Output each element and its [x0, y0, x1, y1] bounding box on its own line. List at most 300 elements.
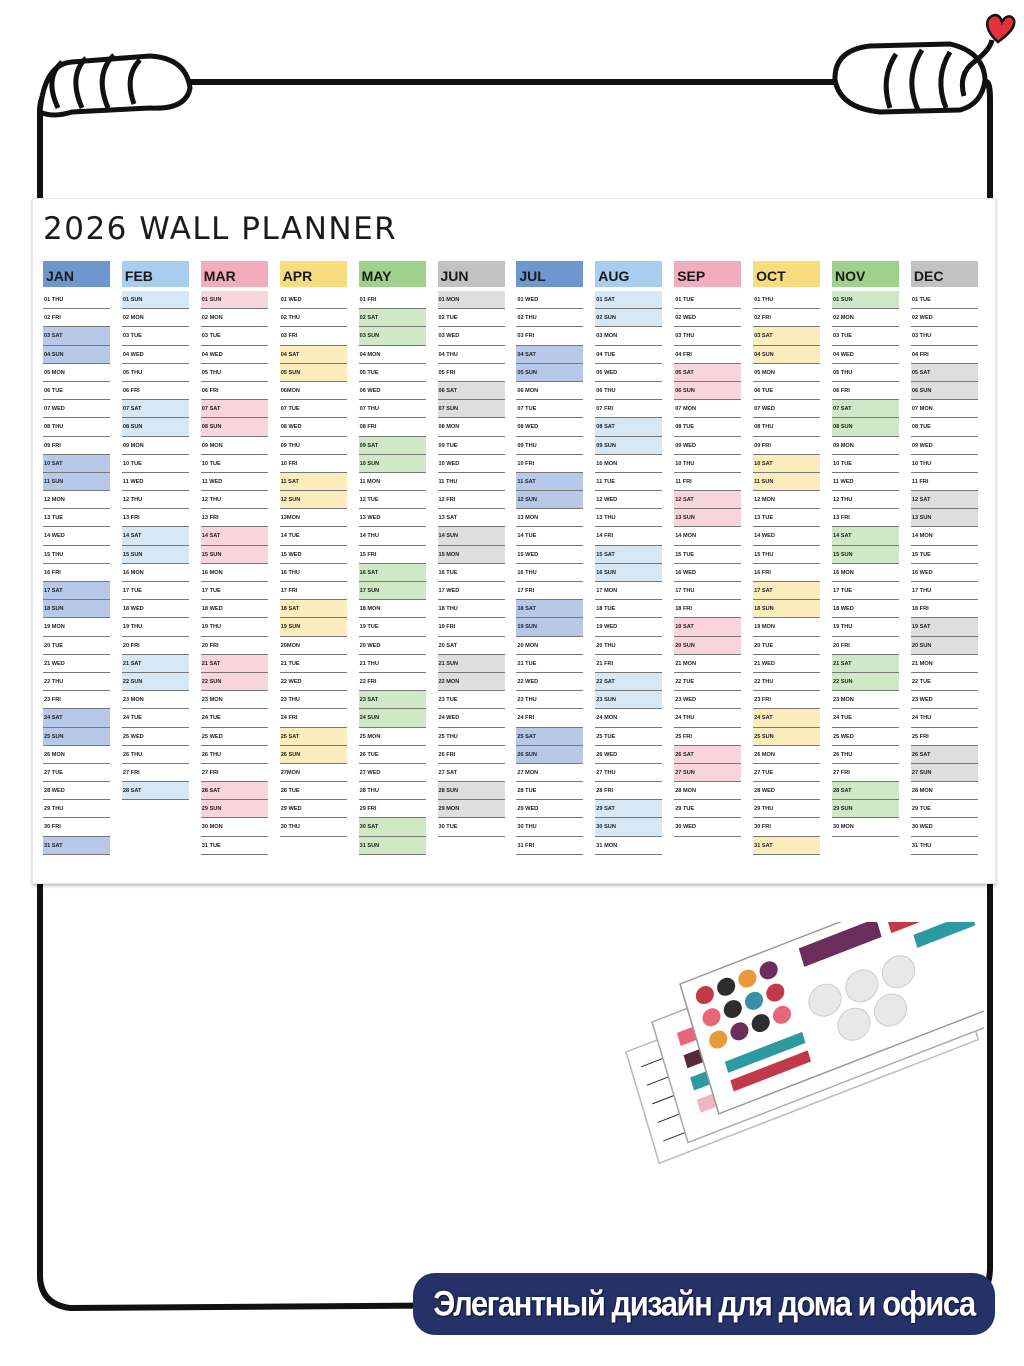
day-cell: 25 MON [359, 728, 426, 746]
day-cell: 05 FRI [438, 364, 505, 382]
day-cell: 23 MON [201, 691, 268, 709]
day-cell: 06MON [280, 382, 347, 400]
day-cell: 27 SUN [911, 764, 978, 782]
month-column-jan [43, 261, 110, 855]
month-column-jul [516, 261, 583, 855]
month-header: NOV [832, 261, 899, 287]
day-cell: 07 TUE [516, 400, 583, 418]
day-cell: 26 TUE [359, 746, 426, 764]
day-cell: 07 WED [753, 400, 820, 418]
day-cell: 22 SUN [832, 673, 899, 691]
month-header: MAY [359, 261, 426, 287]
day-cell: 26 MON [43, 746, 110, 764]
day-cell: 14 THU [359, 527, 426, 545]
day-cell: 11 FRI [911, 473, 978, 491]
day-cell: 25 THU [438, 728, 505, 746]
day-cell: 31 SAT [43, 837, 110, 855]
day-cell: 19 SAT [674, 618, 741, 636]
day-cell: 29 THU [43, 800, 110, 818]
day-cell: 08 SUN [832, 418, 899, 436]
day-cell: 02 FRI [753, 309, 820, 327]
day-cell: 29 THU [753, 800, 820, 818]
day-cell: 16 MON [122, 564, 189, 582]
day-cell: 23 SUN [595, 691, 662, 709]
month-header: APR [280, 261, 347, 287]
day-cell: 01 MON [438, 291, 505, 309]
day-cell: 22 TUE [674, 673, 741, 691]
day-cell: 28 SUN [438, 782, 505, 800]
day-cell: 29 FRI [359, 800, 426, 818]
day-cell: 11 SAT [280, 473, 347, 491]
day-cell: 13 SUN [674, 509, 741, 527]
day-cell: 09 WED [911, 437, 978, 455]
day-cell: 22 SUN [201, 673, 268, 691]
day-cell: 19 SAT [911, 618, 978, 636]
day-cell: 11 WED [122, 473, 189, 491]
day-cell: 11 FRI [674, 473, 741, 491]
day-cell: 21 SAT [201, 655, 268, 673]
day-cell: 02 SAT [359, 309, 426, 327]
day-cell: 31 THU [911, 837, 978, 855]
day-cell: 04 SAT [280, 346, 347, 364]
day-cell: 09 SAT [359, 437, 426, 455]
day-cell: 13 FRI [122, 509, 189, 527]
day-cell: 29 SUN [832, 800, 899, 818]
day-cell: 14 SAT [201, 527, 268, 545]
month-header: AUG [595, 261, 662, 287]
day-cell: 13 THU [595, 509, 662, 527]
day-cell: 29 TUE [674, 800, 741, 818]
day-cell: 02 TUE [438, 309, 505, 327]
day-cell: 24 THU [911, 709, 978, 727]
day-cell: 08 TUE [674, 418, 741, 436]
day-cell: 17 SUN [359, 582, 426, 600]
month-column-dec [911, 261, 978, 855]
day-cell: 14 WED [43, 527, 110, 545]
month-header: MAR [201, 261, 268, 287]
day-cell: 21 SAT [832, 655, 899, 673]
day-cell: 25 TUE [595, 728, 662, 746]
day-cell: 25 WED [832, 728, 899, 746]
day-cell: 19 SUN [516, 618, 583, 636]
day-cell: 12 WED [595, 491, 662, 509]
day-cell: 24 SAT [753, 709, 820, 727]
day-cell: 28 SAT [201, 782, 268, 800]
day-cell: 15 TUE [674, 546, 741, 564]
day-cell: 27 THU [595, 764, 662, 782]
month-column-aug [595, 261, 662, 855]
day-cell: 21 SAT [122, 655, 189, 673]
day-cell: 15 THU [43, 546, 110, 564]
day-cell: 06 SUN [674, 382, 741, 400]
day-cell: 16 FRI [43, 564, 110, 582]
day-cell: 20 WED [359, 637, 426, 655]
day-cell: 29 TUE [911, 800, 978, 818]
day-cell: 14 SAT [122, 527, 189, 545]
day-cell: 07 SAT [832, 400, 899, 418]
day-cell: 07 TUE [280, 400, 347, 418]
day-cell: 20 THU [595, 637, 662, 655]
day-cell: 25 SAT [516, 728, 583, 746]
day-cell: 22 SUN [122, 673, 189, 691]
day-cell: 07 SUN [438, 400, 505, 418]
day-cell: 31 MON [595, 837, 662, 855]
day-cell: 27 SAT [438, 764, 505, 782]
day-cell: 02 WED [674, 309, 741, 327]
day-cell: 20 FRI [201, 637, 268, 655]
day-cell: 11 SUN [43, 473, 110, 491]
day-cell: 18 FRI [911, 600, 978, 618]
day-cell: 02 FRI [43, 309, 110, 327]
day-cell: 12 SAT [674, 491, 741, 509]
day-cell: 04 WED [201, 346, 268, 364]
day-cell: 30 TUE [438, 818, 505, 836]
day-cell: 05 SAT [674, 364, 741, 382]
day-cell: 26 SUN [280, 746, 347, 764]
day-cell: 12 SUN [516, 491, 583, 509]
day-cell: 07 THU [359, 400, 426, 418]
day-cell: 30 THU [280, 818, 347, 836]
day-cell: 26 THU [201, 746, 268, 764]
day-cell: 23 THU [516, 691, 583, 709]
day-cell: 05 MON [753, 364, 820, 382]
day-cell: 27 MON [516, 764, 583, 782]
day-cell: 12 MON [43, 491, 110, 509]
day-cell: 13 TUE [43, 509, 110, 527]
day-cell: 18 MON [359, 600, 426, 618]
day-cell: 23 TUE [438, 691, 505, 709]
day-cell: 08 SAT [595, 418, 662, 436]
day-cell: 28 SAT [832, 782, 899, 800]
day-cell: 30 MON [201, 818, 268, 836]
day-cell: 28 FRI [595, 782, 662, 800]
day-cell: 20 SUN [911, 637, 978, 655]
day-cell: 10 THU [911, 455, 978, 473]
day-cell: 17 WED [438, 582, 505, 600]
day-cell: 14 MON [911, 527, 978, 545]
day-cell: 10 TUE [201, 455, 268, 473]
day-cell: 03 THU [911, 327, 978, 345]
day-cell: 21 THU [359, 655, 426, 673]
day-cell: 06 FRI [122, 382, 189, 400]
day-cell: 24 TUE [201, 709, 268, 727]
day-cell: 16 SAT [359, 564, 426, 582]
day-cell: 22 SAT [595, 673, 662, 691]
day-cell: 04 SUN [753, 346, 820, 364]
day-cell: 13 FRI [832, 509, 899, 527]
month-header: JUL [516, 261, 583, 287]
day-cell: 03 TUE [201, 327, 268, 345]
day-cell: 27 FRI [201, 764, 268, 782]
day-cell: 23 WED [911, 691, 978, 709]
day-cell: 28 MON [911, 782, 978, 800]
month-column-jun [438, 261, 505, 837]
day-cell: 27 FRI [122, 764, 189, 782]
day-cell: 06 SAT [438, 382, 505, 400]
day-cell: 17 MON [595, 582, 662, 600]
day-cell: 16 THU [280, 564, 347, 582]
day-cell: 24 WED [438, 709, 505, 727]
day-cell: 05 WED [595, 364, 662, 382]
month-header: JAN [43, 261, 110, 287]
day-cell: 01 WED [516, 291, 583, 309]
day-cell: 09 TUE [438, 437, 505, 455]
day-cell: 14 TUE [280, 527, 347, 545]
day-cell: 24 MON [595, 709, 662, 727]
day-cell: 29 SUN [201, 800, 268, 818]
day-cell: 17 TUE [201, 582, 268, 600]
day-cell: 18 WED [201, 600, 268, 618]
day-cell: 15 FRI [359, 546, 426, 564]
day-cell: 01 FRI [359, 291, 426, 309]
day-cell: 26 SUN [516, 746, 583, 764]
day-cell: 10 WED [438, 455, 505, 473]
day-cell: 25 WED [201, 728, 268, 746]
day-cell: 20MON [280, 637, 347, 655]
day-cell: 20 MON [516, 637, 583, 655]
heart-icon [987, 15, 1014, 42]
sticker-sheets-image [622, 922, 984, 1167]
day-cell: 31 SUN [359, 837, 426, 855]
day-cell: 03 TUE [122, 327, 189, 345]
day-cell: 05 SAT [911, 364, 978, 382]
day-cell: 08 SUN [201, 418, 268, 436]
day-cell: 22 FRI [359, 673, 426, 691]
day-cell: 02 MON [201, 309, 268, 327]
day-cell: 03 SAT [43, 327, 110, 345]
day-cell: 22 THU [43, 673, 110, 691]
day-cell: 10 MON [595, 455, 662, 473]
day-cell: 15 WED [280, 546, 347, 564]
day-cell: 23 FRI [43, 691, 110, 709]
day-cell: 11 TUE [595, 473, 662, 491]
day-cell: 07 SAT [122, 400, 189, 418]
day-cell: 24 FRI [280, 709, 347, 727]
day-cell: 07 MON [674, 400, 741, 418]
day-cell: 30 WED [674, 818, 741, 836]
day-cell: 12 TUE [359, 491, 426, 509]
day-cell: 06 THU [595, 382, 662, 400]
day-cell: 14 FRI [595, 527, 662, 545]
day-cell: 07 FRI [595, 400, 662, 418]
day-cell: 08 WED [280, 418, 347, 436]
day-cell: 31 FRI [516, 837, 583, 855]
day-cell: 08 TUE [911, 418, 978, 436]
day-cell: 18 TUE [595, 600, 662, 618]
day-cell: 04 THU [438, 346, 505, 364]
day-cell: 26 MON [753, 746, 820, 764]
day-cell: 27 WED [359, 764, 426, 782]
day-cell: 30 SUN [595, 818, 662, 836]
day-cell: 13 SAT [438, 509, 505, 527]
day-cell: 01 TUE [911, 291, 978, 309]
day-cell: 19 THU [122, 618, 189, 636]
day-cell: 16 WED [674, 564, 741, 582]
day-cell: 30 MON [832, 818, 899, 836]
day-cell: 15 SAT [595, 546, 662, 564]
day-cell: 21 SUN [438, 655, 505, 673]
day-cell: 22 WED [516, 673, 583, 691]
day-cell: 14 SUN [438, 527, 505, 545]
day-cell: 10 THU [674, 455, 741, 473]
day-cell: 23 FRI [753, 691, 820, 709]
day-cell: 25 SUN [43, 728, 110, 746]
day-cell: 09 MON [122, 437, 189, 455]
wall-planner-poster [32, 198, 996, 884]
month-header: DEC [911, 261, 978, 287]
day-cell: 28 SAT [122, 782, 189, 800]
day-cell: 05 SUN [516, 364, 583, 382]
day-cell: 18 SUN [753, 600, 820, 618]
day-cell: 19 SUN [280, 618, 347, 636]
day-cell: 10 TUE [832, 455, 899, 473]
day-cell: 26 THU [832, 746, 899, 764]
day-cell: 05 THU [832, 364, 899, 382]
day-cell: 31 SAT [753, 837, 820, 855]
day-cell: 21 TUE [280, 655, 347, 673]
day-cell: 26 SAT [674, 746, 741, 764]
day-cell: 24 FRI [516, 709, 583, 727]
day-cell: 29 WED [280, 800, 347, 818]
day-cell: 03 WED [438, 327, 505, 345]
day-cell: 09 MON [201, 437, 268, 455]
day-cell: 22 WED [280, 673, 347, 691]
day-cell: 28 WED [753, 782, 820, 800]
day-cell: 02 MON [832, 309, 899, 327]
day-cell: 30 THU [516, 818, 583, 836]
day-cell: 01 TUE [674, 291, 741, 309]
day-cell: 20 SUN [674, 637, 741, 655]
day-cell: 04 FRI [674, 346, 741, 364]
day-cell: 11 SUN [753, 473, 820, 491]
day-cell: 12 THU [122, 491, 189, 509]
day-cell: 20 TUE [753, 637, 820, 655]
day-cell: 06 FRI [201, 382, 268, 400]
day-cell: 20 SAT [438, 637, 505, 655]
day-cell: 12 FRI [438, 491, 505, 509]
planner-title: 2026 WALL PLANNER [43, 211, 398, 247]
day-cell: 02 WED [911, 309, 978, 327]
day-cell: 17 FRI [280, 582, 347, 600]
day-cell: 10 FRI [280, 455, 347, 473]
day-cell: 06 SUN [911, 382, 978, 400]
day-cell: 20 FRI [122, 637, 189, 655]
day-cell: 14 TUE [516, 527, 583, 545]
day-cell: 04 SUN [43, 346, 110, 364]
day-cell: 19 THU [201, 618, 268, 636]
day-cell: 18 SUN [43, 600, 110, 618]
day-cell: 30 SAT [359, 818, 426, 836]
day-cell: 09 SUN [595, 437, 662, 455]
day-cell: 18 WED [122, 600, 189, 618]
day-cell: 16 MON [201, 564, 268, 582]
month-column-oct [753, 261, 820, 855]
day-cell: 10 TUE [122, 455, 189, 473]
day-cell: 04 WED [122, 346, 189, 364]
day-cell: 25 FRI [674, 728, 741, 746]
day-cell: 23 WED [674, 691, 741, 709]
day-cell: 14 MON [674, 527, 741, 545]
day-cell: 10 SAT [43, 455, 110, 473]
day-cell: 15 SUN [201, 546, 268, 564]
day-cell: 01 WED [280, 291, 347, 309]
day-cell: 18 SAT [280, 600, 347, 618]
day-cell: 05 SUN [280, 364, 347, 382]
day-cell: 03 THU [674, 327, 741, 345]
day-cell: 09 THU [280, 437, 347, 455]
day-cell: 17 SAT [753, 582, 820, 600]
day-cell: 17 THU [674, 582, 741, 600]
day-cell: 05 TUE [359, 364, 426, 382]
day-cell: 02 THU [280, 309, 347, 327]
day-cell: 05 MON [43, 364, 110, 382]
day-cell: 24 SUN [359, 709, 426, 727]
month-column-feb [122, 261, 189, 800]
day-cell: 18 THU [438, 600, 505, 618]
day-cell: 03 SUN [359, 327, 426, 345]
day-cell: 11 WED [201, 473, 268, 491]
day-cell: 27 TUE [43, 764, 110, 782]
day-cell: 15 SUN [122, 546, 189, 564]
day-cell: 08 WED [516, 418, 583, 436]
day-cell: 01 SUN [201, 291, 268, 309]
day-cell: 24 SAT [43, 709, 110, 727]
day-cell: 11 WED [832, 473, 899, 491]
day-cell: 29 SAT [595, 800, 662, 818]
day-cell: 04 SAT [516, 346, 583, 364]
day-cell: 23 SAT [359, 691, 426, 709]
day-cell: 01 SAT [595, 291, 662, 309]
day-cell: 19 MON [753, 618, 820, 636]
day-cell: 13 FRI [201, 509, 268, 527]
day-cell: 06 TUE [43, 382, 110, 400]
day-cell: 19 WED [595, 618, 662, 636]
day-cell: 12 THU [832, 491, 899, 509]
day-cell: 25 SAT [280, 728, 347, 746]
day-cell: 15 WED [516, 546, 583, 564]
day-cell: 21 MON [674, 655, 741, 673]
day-cell: 28 MON [674, 782, 741, 800]
month-header: OCT [753, 261, 820, 287]
day-cell: 01 THU [43, 291, 110, 309]
day-cell: 17 TUE [122, 582, 189, 600]
day-cell: 26 FRI [438, 746, 505, 764]
day-cell: 12 THU [201, 491, 268, 509]
day-cell: 24 TUE [122, 709, 189, 727]
day-cell: 06 WED [359, 382, 426, 400]
day-cell: 08 THU [43, 418, 110, 436]
day-cell: 04 WED [832, 346, 899, 364]
day-cell: 11 THU [438, 473, 505, 491]
day-cell: 10 SUN [359, 455, 426, 473]
day-cell: 18 SAT [516, 600, 583, 618]
day-cell: 16 FRI [753, 564, 820, 582]
day-cell: 03 SAT [753, 327, 820, 345]
day-cell: 21 WED [753, 655, 820, 673]
day-cell: 14 WED [753, 527, 820, 545]
day-cell: 03 FRI [516, 327, 583, 345]
day-cell: 22 TUE [911, 673, 978, 691]
day-cell: 13MON [280, 509, 347, 527]
day-cell: 23 MON [122, 691, 189, 709]
day-cell: 07 WED [43, 400, 110, 418]
day-cell: 13 WED [359, 509, 426, 527]
day-cell: 15 MON [438, 546, 505, 564]
day-cell: 26 THU [122, 746, 189, 764]
day-cell: 03 FRI [280, 327, 347, 345]
day-cell: 12 MON [753, 491, 820, 509]
day-cell: 16 TUE [438, 564, 505, 582]
